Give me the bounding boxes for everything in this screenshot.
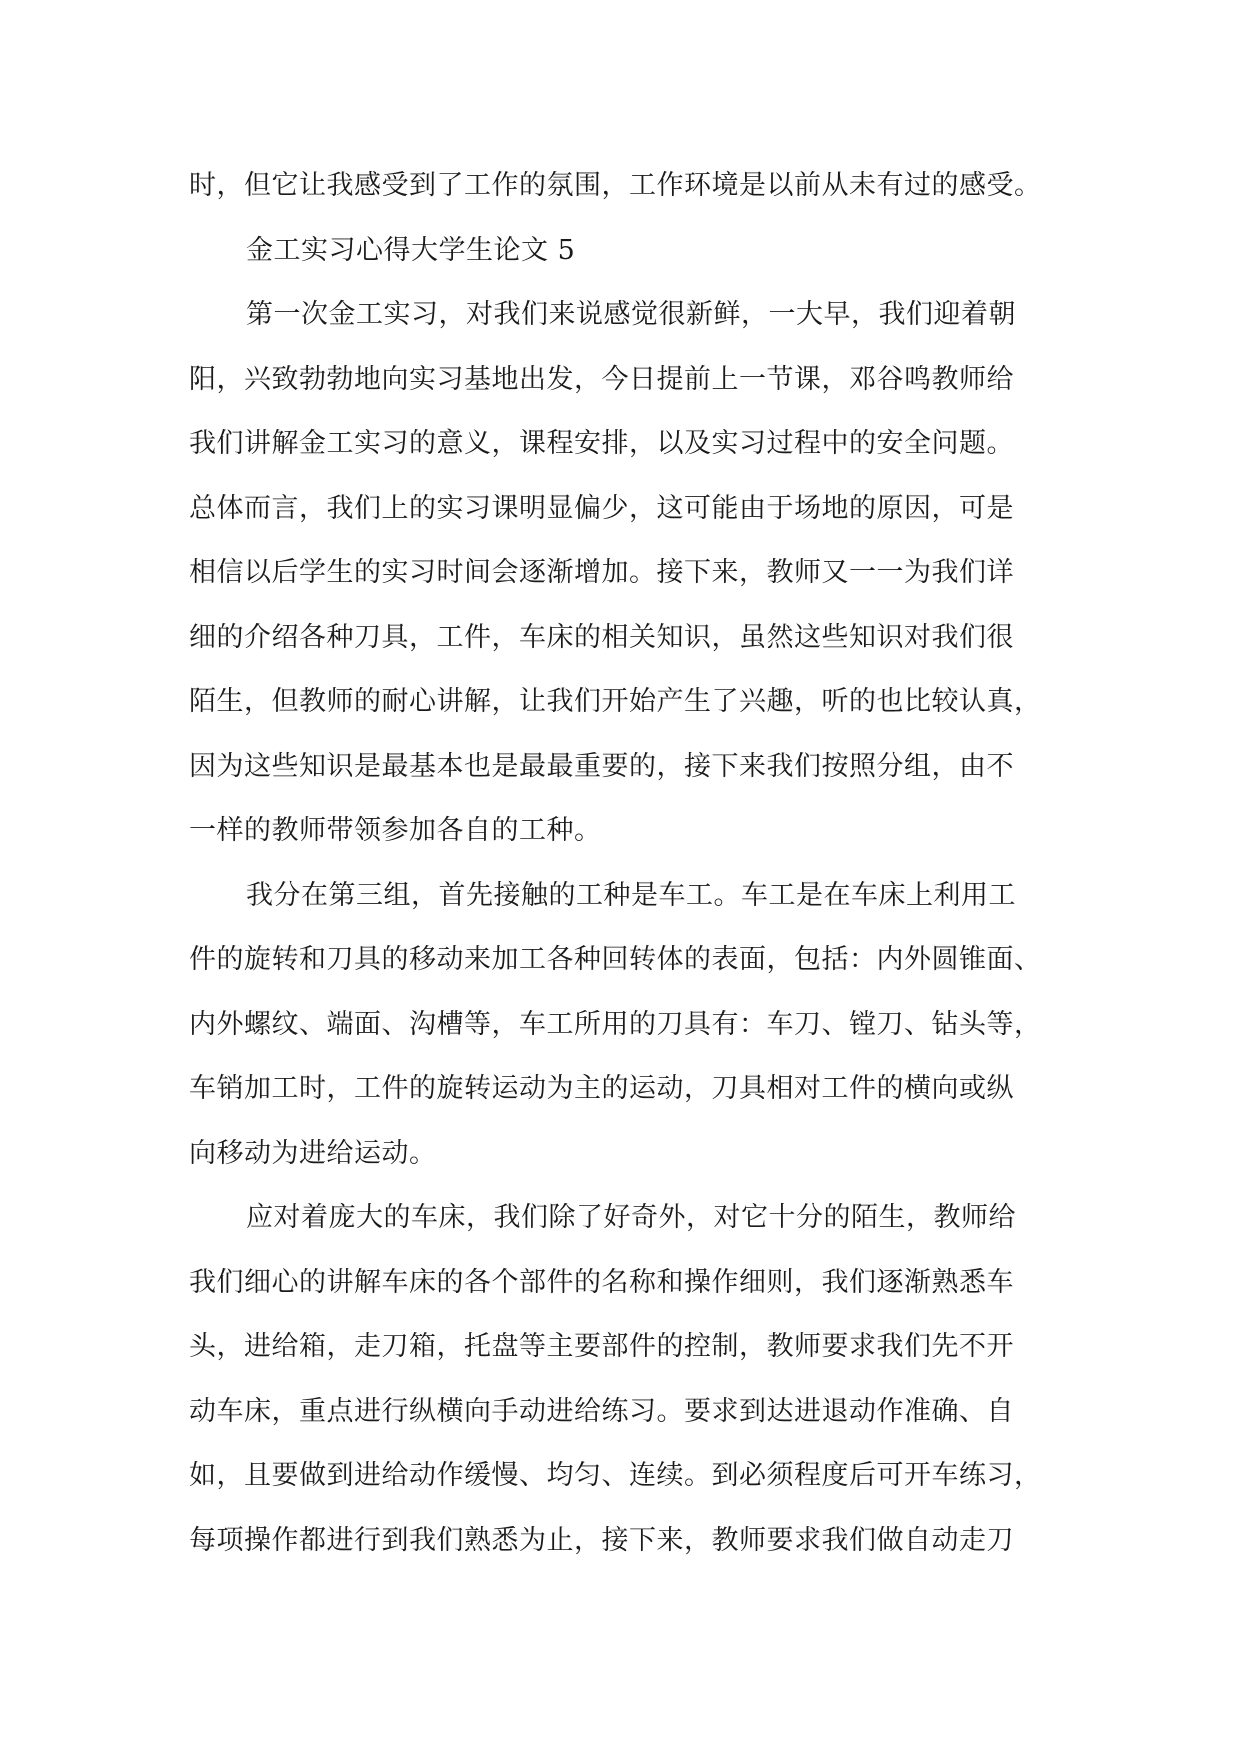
text-line: 相信以后学生的实习时间会逐渐增加。接下来，教师又一一为我们详 xyxy=(189,557,1014,588)
text-line: 阳，兴致勃勃地向实习基地出发，今日提前上一节课，邓谷鸣教师给 xyxy=(189,364,1014,395)
text-line: 车销加工时，工件的旋转运动为主的运动，刀具相对工件的横向或纵 xyxy=(189,1073,1014,1104)
text-line: 因为这些知识是最基本也是最最重要的，接下来我们按照分组，由不 xyxy=(189,751,1014,782)
text-line: 时，但它让我感受到了工作的氛围，工作环境是以前从未有过的感受。 xyxy=(189,170,1042,201)
text-line: 我们细心的讲解车床的各个部件的名称和操作细则，我们逐渐熟悉车 xyxy=(189,1267,1014,1298)
text-line: 头，进给箱，走刀箱，托盘等主要部件的控制，教师要求我们先不开 xyxy=(189,1331,1014,1362)
text-line: 总体而言，我们上的实习课明显偏少，这可能由于场地的原因，可是 xyxy=(189,493,1014,524)
text-line: 向移动为进给运动。 xyxy=(189,1138,437,1169)
text-line: 第一次金工实习，对我们来说感觉很新鲜，一大早，我们迎着朝 xyxy=(246,299,1016,330)
text-line: 一样的教师带领参加各自的工种。 xyxy=(189,815,602,846)
text-line: 陌生，但教师的耐心讲解，让我们开始产生了兴趣，听的也比较认真， xyxy=(189,686,1042,717)
text-line: 应对着庞大的车床，我们除了好奇外，对它十分的陌生，教师给 xyxy=(246,1202,1016,1233)
text-line: 细的介绍各种刀具，工件，车床的相关知识，虽然这些知识对我们很 xyxy=(189,622,1014,653)
text-line: 我们讲解金工实习的意义，课程安排，以及实习过程中的安全问题。 xyxy=(189,428,1014,459)
text-line: 每项操作都进行到我们熟悉为止，接下来，教师要求我们做自动走刀 xyxy=(189,1525,1014,1556)
text-line: 件的旋转和刀具的移动来加工各种回转体的表面，包括：内外圆锥面、 xyxy=(189,944,1042,975)
text-line: 我分在第三组，首先接触的工种是车工。车工是在车床上利用工 xyxy=(246,880,1016,911)
section-heading: 金工实习心得大学生论文 5 xyxy=(246,235,576,266)
text-line: 如，且要做到进给动作缓慢、均匀、连续。到必须程度后可开车练习， xyxy=(189,1460,1042,1491)
text-line: 动车床，重点进行纵横向手动进给练习。要求到达进退动作准确、自 xyxy=(189,1396,1014,1427)
text-line: 内外螺纹、端面、沟槽等，车工所用的刀具有：车刀、镗刀、钻头等， xyxy=(189,1009,1042,1040)
